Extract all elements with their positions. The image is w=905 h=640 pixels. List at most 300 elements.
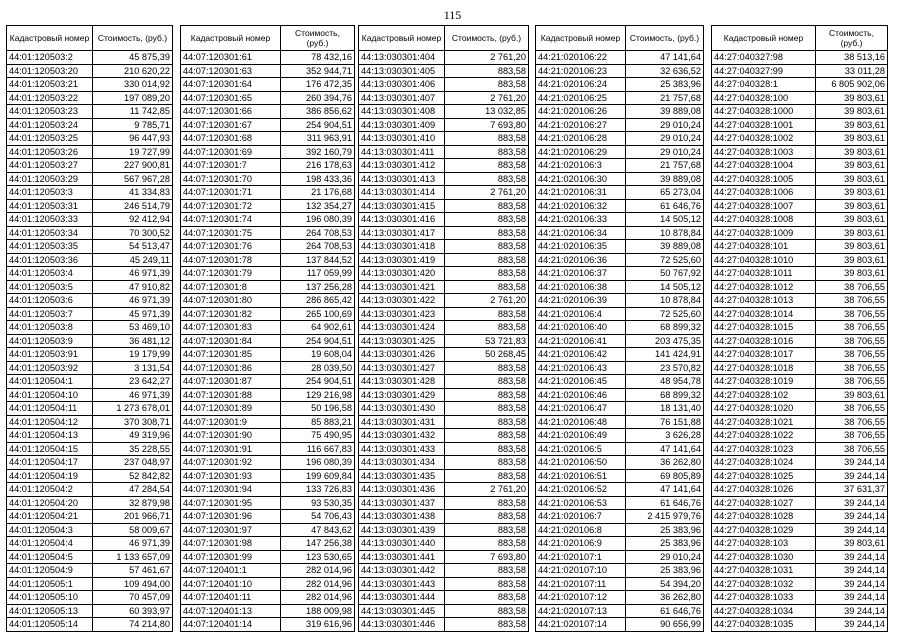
cadastral-number-cell: 44:01:120503:4 — [7, 267, 93, 281]
cadastral-number-cell: 44:21:020106:32 — [536, 199, 626, 213]
table-row — [712, 105, 888, 119]
cost-cell: 133 726,83 — [281, 483, 355, 497]
table-row — [7, 577, 173, 591]
cost-cell: 14 505,12 — [626, 213, 704, 227]
cadastral-number-cell: 44:27:040328:101 — [712, 240, 816, 254]
cost-cell: 1 273 678,01 — [93, 402, 173, 416]
table-row — [712, 375, 888, 389]
cost-cell: 109 494,00 — [93, 577, 173, 591]
cadastral-number-cell: 44:01:120503:31 — [7, 199, 93, 213]
cost-cell: 10 878,84 — [626, 226, 704, 240]
cadastral-number-cell: 44:13:030301:424 — [359, 321, 445, 335]
table-row — [359, 429, 529, 443]
cadastral-number-cell: 44:07:120301:63 — [181, 64, 281, 78]
cadastral-number-cell: 44:07:120301:89 — [181, 402, 281, 416]
table-row — [7, 469, 173, 483]
table-row — [536, 537, 704, 551]
table-row — [712, 510, 888, 524]
cost-cell: 254 904,51 — [281, 334, 355, 348]
cost-cell: 282 014,96 — [281, 591, 355, 605]
cost-cell: 883,58 — [445, 415, 529, 429]
cadastral-number-cell: 44:27:040328:1027 — [712, 496, 816, 510]
table-row — [181, 78, 355, 92]
cost-cell: 25 383,96 — [626, 523, 704, 537]
cost-cell: 39 889,08 — [626, 240, 704, 254]
cost-cell: 7 693,80 — [445, 550, 529, 564]
cost-cell: 70 300,52 — [93, 226, 173, 240]
cost-cell: 39 244,14 — [816, 577, 888, 591]
cost-cell: 19 727,99 — [93, 145, 173, 159]
cost-cell: 39 803,61 — [816, 172, 888, 186]
cadastral-number-cell: 44:07:120301:97 — [181, 523, 281, 537]
cost-cell: 41 334,83 — [93, 186, 173, 200]
table-row — [181, 537, 355, 551]
cadastral-number-cell: 44:27:040328:1026 — [712, 483, 816, 497]
cost-cell: 38 706,55 — [816, 294, 888, 308]
table-row — [359, 159, 529, 173]
cadastral-number-cell: 44:01:120503:3 — [7, 186, 93, 200]
cadastral-number-cell: 44:13:030301:433 — [359, 442, 445, 456]
cadastral-number-cell: 44:13:030301:423 — [359, 307, 445, 321]
cadastral-number-cell: 44:01:120504:3 — [7, 523, 93, 537]
table-row — [712, 469, 888, 483]
cadastral-number-cell: 44:01:120505:14 — [7, 618, 93, 632]
table-row — [7, 429, 173, 443]
cadastral-number-cell: 44:13:030301:432 — [359, 429, 445, 443]
table-row — [7, 226, 173, 240]
cost-cell: 21 176,68 — [281, 186, 355, 200]
table-row — [359, 550, 529, 564]
cost-cell: 36 262,80 — [626, 456, 704, 470]
cost-cell: 39 803,61 — [816, 91, 888, 105]
cadastral-number-cell: 44:13:030301:444 — [359, 591, 445, 605]
cost-cell: 38 706,55 — [816, 280, 888, 294]
cost-cell: 38 706,55 — [816, 442, 888, 456]
header-cost: Стоимость, (руб.) — [626, 26, 704, 51]
table-row — [7, 537, 173, 551]
table-row — [712, 226, 888, 240]
table-row — [7, 145, 173, 159]
cadastral-number-cell: 44:07:120401:1 — [181, 564, 281, 578]
cost-cell: 39 244,14 — [816, 604, 888, 618]
cadastral-number-cell: 44:21:020106:36 — [536, 253, 626, 267]
cost-cell: 38 513,16 — [816, 51, 888, 65]
cost-cell: 39 244,14 — [816, 618, 888, 632]
cost-cell: 6 805 902,06 — [816, 78, 888, 92]
table-header-row — [181, 26, 355, 51]
cost-cell: 286 865,42 — [281, 294, 355, 308]
table-header-row — [712, 26, 888, 51]
table-row — [359, 145, 529, 159]
cadastral-number-cell: 44:13:030301:428 — [359, 375, 445, 389]
cadastral-number-cell: 44:07:120301:9 — [181, 415, 281, 429]
cadastral-number-cell: 44:01:120503:91 — [7, 348, 93, 362]
table-row — [359, 537, 529, 551]
cost-cell: 75 490,95 — [281, 429, 355, 443]
table-row — [7, 91, 173, 105]
cost-cell: 39 803,61 — [816, 267, 888, 281]
cadastral-number-cell: 44:21:020106:23 — [536, 64, 626, 78]
cost-cell: 21 757,68 — [626, 159, 704, 173]
table-row — [7, 375, 173, 389]
cost-cell: 883,58 — [445, 64, 529, 78]
cost-cell: 197 089,20 — [93, 91, 173, 105]
cost-cell: 883,58 — [445, 199, 529, 213]
cadastral-number-cell: 44:27:040328:1014 — [712, 307, 816, 321]
cadastral-number-cell: 44:27:040328:1034 — [712, 604, 816, 618]
cost-cell: 39 244,14 — [816, 550, 888, 564]
table-row — [536, 186, 704, 200]
cadastral-number-cell: 44:13:030301:407 — [359, 91, 445, 105]
table-row — [536, 604, 704, 618]
cost-cell: 203 475,35 — [626, 334, 704, 348]
cost-cell: 38 706,55 — [816, 402, 888, 416]
cost-cell: 47 843,62 — [281, 523, 355, 537]
table-row — [181, 64, 355, 78]
cost-cell: 117 059,99 — [281, 267, 355, 281]
table-row — [536, 442, 704, 456]
cost-cell: 198 433,36 — [281, 172, 355, 186]
cost-cell: 38 706,55 — [816, 307, 888, 321]
cadastral-number-cell: 44:21:020106:52 — [536, 483, 626, 497]
cadastral-number-cell: 44:01:120505:13 — [7, 604, 93, 618]
cost-cell: 883,58 — [445, 240, 529, 254]
cost-cell: 883,58 — [445, 78, 529, 92]
table-row — [181, 496, 355, 510]
cost-cell: 29 010,24 — [626, 118, 704, 132]
cost-cell: 38 706,55 — [816, 415, 888, 429]
table-row — [359, 402, 529, 416]
table-row — [712, 51, 888, 65]
table-row — [712, 240, 888, 254]
cost-cell: 129 216,98 — [281, 388, 355, 402]
table-row — [359, 348, 529, 362]
cadastral-number-cell: 44:01:120504:11 — [7, 402, 93, 416]
cost-cell: 57 461,67 — [93, 564, 173, 578]
table-row — [181, 159, 355, 173]
cadastral-number-cell: 44:27:040328:1011 — [712, 267, 816, 281]
table-row — [359, 226, 529, 240]
cost-cell: 72 525,60 — [626, 253, 704, 267]
cadastral-number-cell: 44:27:040328:1031 — [712, 564, 816, 578]
cost-cell: 39 803,61 — [816, 186, 888, 200]
table-row — [181, 442, 355, 456]
cadastral-number-cell: 44:01:120504:2 — [7, 483, 93, 497]
cost-cell: 883,58 — [445, 456, 529, 470]
cost-cell: 47 284,54 — [93, 483, 173, 497]
table-row — [359, 415, 529, 429]
table-row — [712, 361, 888, 375]
cost-cell: 46 971,39 — [93, 388, 173, 402]
cadastral-number-cell: 44:07:120301:92 — [181, 456, 281, 470]
table-row — [7, 105, 173, 119]
cadastral-number-cell: 44:01:120503:25 — [7, 132, 93, 146]
cadastral-number-cell: 44:07:120301:83 — [181, 321, 281, 335]
cadastral-number-cell: 44:27:040328:102 — [712, 388, 816, 402]
table-row — [7, 186, 173, 200]
table-row — [7, 118, 173, 132]
table-row — [359, 240, 529, 254]
cost-cell: 2 761,20 — [445, 186, 529, 200]
table-row — [181, 564, 355, 578]
table-row — [712, 321, 888, 335]
cost-cell: 65 273,04 — [626, 186, 704, 200]
cost-cell: 137 256,28 — [281, 280, 355, 294]
table-row — [359, 64, 529, 78]
cost-cell: 883,58 — [445, 267, 529, 281]
cost-cell: 196 080,39 — [281, 456, 355, 470]
table-row — [712, 496, 888, 510]
cost-cell: 883,58 — [445, 496, 529, 510]
cost-cell: 85 883,21 — [281, 415, 355, 429]
table-row — [536, 240, 704, 254]
cadastral-number-cell: 44:01:120503:5 — [7, 280, 93, 294]
table-row — [7, 172, 173, 186]
table-row — [712, 415, 888, 429]
cost-cell: 90 656,99 — [626, 618, 704, 632]
table-row — [359, 483, 529, 497]
cadastral-number-cell: 44:21:020106:51 — [536, 469, 626, 483]
cadastral-number-cell: 44:27:040328:1008 — [712, 213, 816, 227]
table-row — [536, 51, 704, 65]
cost-cell: 21 757,68 — [626, 91, 704, 105]
cadastral-number-cell: 44:01:120503:35 — [7, 240, 93, 254]
table-row — [181, 213, 355, 227]
table-row — [536, 618, 704, 632]
cadastral-number-cell: 44:21:020106:33 — [536, 213, 626, 227]
cost-cell: 883,58 — [445, 307, 529, 321]
cadastral-number-cell: 44:01:120504:15 — [7, 442, 93, 456]
table-row — [181, 307, 355, 321]
cadastral-number-cell: 44:01:120503:6 — [7, 294, 93, 308]
cadastral-number-cell: 44:07:120301:80 — [181, 294, 281, 308]
table-row — [536, 199, 704, 213]
cadastral-number-cell: 44:01:120504:19 — [7, 469, 93, 483]
table-row — [181, 334, 355, 348]
table-row — [7, 496, 173, 510]
cost-cell: 38 706,55 — [816, 348, 888, 362]
cost-cell: 264 708,53 — [281, 240, 355, 254]
cadastral-number-cell: 44:27:040328:103 — [712, 537, 816, 551]
cost-cell: 39 244,14 — [816, 496, 888, 510]
cadastral-number-cell: 44:27:040328:1023 — [712, 442, 816, 456]
cost-cell: 282 014,96 — [281, 564, 355, 578]
table-row — [359, 78, 529, 92]
cadastral-number-cell: 44:13:030301:405 — [359, 64, 445, 78]
table-row — [712, 118, 888, 132]
header-cost: Стоимость, (руб.) — [93, 26, 173, 51]
cost-cell: 19 608,04 — [281, 348, 355, 362]
table-row — [712, 429, 888, 443]
cost-cell: 45 875,39 — [93, 51, 173, 65]
table-row — [181, 604, 355, 618]
table-row — [359, 388, 529, 402]
table-row — [712, 618, 888, 632]
table-row — [181, 199, 355, 213]
cadastral-number-cell: 44:13:030301:421 — [359, 280, 445, 294]
table-row — [536, 267, 704, 281]
cadastral-number-cell: 44:07:120301:7 — [181, 159, 281, 173]
table-row — [359, 132, 529, 146]
cadastral-number-cell: 44:13:030301:425 — [359, 334, 445, 348]
table-row — [536, 91, 704, 105]
cadastral-number-cell: 44:07:120401:10 — [181, 577, 281, 591]
cost-cell: 23 642,27 — [93, 375, 173, 389]
cost-cell: 32 879,98 — [93, 496, 173, 510]
cost-cell: 883,58 — [445, 280, 529, 294]
cadastral-number-cell: 44:07:120301:65 — [181, 91, 281, 105]
cost-cell: 319 616,96 — [281, 618, 355, 632]
cadastral-number-cell: 44:01:120503:8 — [7, 321, 93, 335]
table-row — [712, 537, 888, 551]
table-row — [7, 361, 173, 375]
table-row — [712, 483, 888, 497]
cost-cell: 39 803,61 — [816, 226, 888, 240]
cadastral-number-cell: 44:07:120301:67 — [181, 118, 281, 132]
cost-cell: 176 472,35 — [281, 78, 355, 92]
cost-cell: 282 014,96 — [281, 577, 355, 591]
header-cost: Стоимость, (руб.) — [445, 26, 529, 51]
table-row — [181, 280, 355, 294]
table-row — [712, 564, 888, 578]
cadastral-number-cell: 44:21:020106:8 — [536, 523, 626, 537]
cost-cell: 330 014,92 — [93, 78, 173, 92]
cost-cell: 370 308,71 — [93, 415, 173, 429]
table-row — [181, 456, 355, 470]
cadastral-number-cell: 44:07:120301:75 — [181, 226, 281, 240]
cost-cell: 39 889,08 — [626, 172, 704, 186]
cost-cell: 33 011,28 — [816, 64, 888, 78]
cadastral-number-cell: 44:13:030301:438 — [359, 510, 445, 524]
table-row — [7, 618, 173, 632]
table-row — [181, 118, 355, 132]
table-row — [536, 280, 704, 294]
cadastral-number-cell: 44:21:020107:10 — [536, 564, 626, 578]
cost-cell: 52 842,82 — [93, 469, 173, 483]
cost-cell: 54 394,20 — [626, 577, 704, 591]
cost-cell: 883,58 — [445, 226, 529, 240]
cadastral-number-cell: 44:27:040328:1032 — [712, 577, 816, 591]
cost-cell: 38 706,55 — [816, 429, 888, 443]
cost-cell: 39 244,14 — [816, 469, 888, 483]
cost-cell: 11 742,85 — [93, 105, 173, 119]
table-header-row — [359, 26, 529, 51]
table-row — [712, 591, 888, 605]
cadastral-number-cell: 44:27:040328:1025 — [712, 469, 816, 483]
cost-cell: 3 626,28 — [626, 429, 704, 443]
cost-cell: 37 631,37 — [816, 483, 888, 497]
cadastral-number-cell: 44:27:040328:1012 — [712, 280, 816, 294]
cadastral-number-cell: 44:01:120503:92 — [7, 361, 93, 375]
table-row — [536, 132, 704, 146]
cadastral-number-cell: 44:01:120505:10 — [7, 591, 93, 605]
cost-cell: 883,58 — [445, 145, 529, 159]
cadastral-number-cell: 44:07:120301:64 — [181, 78, 281, 92]
cadastral-number-cell: 44:21:020106:38 — [536, 280, 626, 294]
cadastral-number-cell: 44:01:120503:7 — [7, 307, 93, 321]
cost-cell: 3 131,54 — [93, 361, 173, 375]
cadastral-number-cell: 44:21:020106:50 — [536, 456, 626, 470]
cost-cell: 58 009,67 — [93, 523, 173, 537]
cadastral-number-cell: 44:27:040328:1035 — [712, 618, 816, 632]
cadastral-number-cell: 44:01:120504:9 — [7, 564, 93, 578]
table-row — [536, 523, 704, 537]
table-row — [7, 550, 173, 564]
cadastral-number-cell: 44:07:120301:87 — [181, 375, 281, 389]
cost-cell: 883,58 — [445, 172, 529, 186]
cost-cell: 883,58 — [445, 537, 529, 551]
cadastral-number-cell: 44:27:040328:1028 — [712, 510, 816, 524]
cadastral-number-cell: 44:01:120503:24 — [7, 118, 93, 132]
cost-cell: 883,58 — [445, 132, 529, 146]
cadastral-number-cell: 44:27:040328:1020 — [712, 402, 816, 416]
cost-cell: 68 899,32 — [626, 388, 704, 402]
table-row — [536, 307, 704, 321]
cost-cell: 210 620,22 — [93, 64, 173, 78]
cadastral-number-cell: 44:27:040328:1007 — [712, 199, 816, 213]
table-row — [359, 469, 529, 483]
table-row — [712, 199, 888, 213]
cost-cell: 2 761,20 — [445, 51, 529, 65]
cadastral-number-cell: 44:01:120504:1 — [7, 375, 93, 389]
table-row — [712, 91, 888, 105]
cadastral-number-cell: 44:01:120504:10 — [7, 388, 93, 402]
cadastral-number-cell: 44:07:120301:99 — [181, 550, 281, 564]
cadastral-number-cell: 44:21:020106:3 — [536, 159, 626, 173]
cost-cell: 47 141,64 — [626, 442, 704, 456]
cost-cell: 46 971,39 — [93, 294, 173, 308]
cadastral-number-cell: 44:07:120301:79 — [181, 267, 281, 281]
table-row — [712, 523, 888, 537]
table-row — [536, 564, 704, 578]
table-row — [181, 321, 355, 335]
cadastral-number-cell: 44:07:120301:86 — [181, 361, 281, 375]
table-row — [359, 442, 529, 456]
cost-cell: 39 244,14 — [816, 523, 888, 537]
cadastral-number-cell: 44:27:040328:1024 — [712, 456, 816, 470]
cost-cell: 38 706,55 — [816, 361, 888, 375]
cost-cell: 199 609,84 — [281, 469, 355, 483]
table-row — [7, 132, 173, 146]
cost-cell: 39 889,08 — [626, 105, 704, 119]
cadastral-number-cell: 44:13:030301:420 — [359, 267, 445, 281]
cadastral-number-cell: 44:13:030301:408 — [359, 105, 445, 119]
cadastral-number-cell: 44:01:120503:33 — [7, 213, 93, 227]
table-row — [536, 415, 704, 429]
cadastral-number-cell: 44:21:020106:30 — [536, 172, 626, 186]
cadastral-number-cell: 44:07:120301:70 — [181, 172, 281, 186]
cadastral-number-cell: 44:21:020106:22 — [536, 51, 626, 65]
cadastral-number-cell: 44:21:020106:37 — [536, 267, 626, 281]
cadastral-number-cell: 44:27:040328:1 — [712, 78, 816, 92]
table-row — [181, 348, 355, 362]
table-row — [359, 186, 529, 200]
cadastral-number-cell: 44:01:120503:22 — [7, 91, 93, 105]
cadastral-number-cell: 44:13:030301:445 — [359, 604, 445, 618]
cadastral-number-cell: 44:21:020106:39 — [536, 294, 626, 308]
cost-cell: 35 228,55 — [93, 442, 173, 456]
table-row — [359, 199, 529, 213]
table-row — [536, 429, 704, 443]
cost-cell: 39 803,61 — [816, 240, 888, 254]
table-row — [536, 226, 704, 240]
cost-cell: 25 383,96 — [626, 78, 704, 92]
table-row — [536, 361, 704, 375]
cadastral-number-cell: 44:01:120503:2 — [7, 51, 93, 65]
cost-cell: 264 708,53 — [281, 226, 355, 240]
table-row — [181, 186, 355, 200]
cadastral-number-cell: 44:21:020106:41 — [536, 334, 626, 348]
